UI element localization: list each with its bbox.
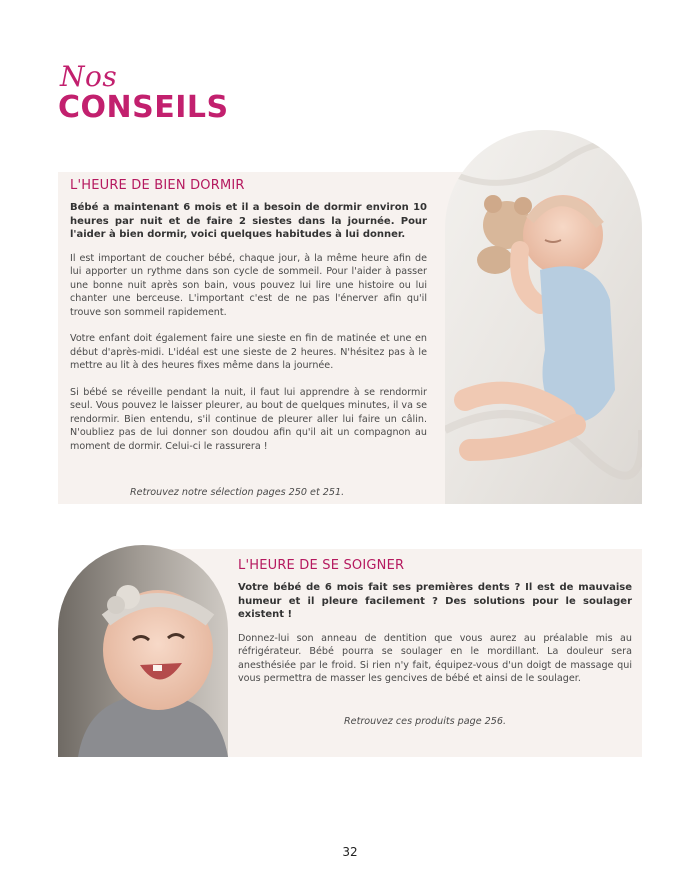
sleep-paragraph: Si bébé se réveille pendant la nuit, il faut lui apprendre à se rendormir seul. Vous pouvez le laisser pleurer, au bout de quelques minutes, il va se rendormir. Bien entendu, s'il continue de pleurer aller lui faire un câlin. N'oubliez pas de lui donner son doudou afin qu'il ait un compagnon au moment de dormir. Celui-ci le rassurera ! [70, 386, 427, 452]
sleeping-baby-photo [445, 130, 642, 504]
sleep-section-heading: L'HEURE DE BIEN DORMIR [70, 178, 245, 193]
sleep-paragraph: Il est important de coucher bébé, chaque jour, à la même heure afin de lui apporter un rythme dans son cycle de sommeil. Pour l'aider à passer une bonne nuit après son bain, vous pouvez lui lire une histoire ou lui chanter une berceuse. L'important c'est de ne pas l'énerver afin qu'il trouve son sommeil rapidement. [70, 252, 427, 318]
care-section [238, 558, 632, 699]
sleep-section-lead: Bébé a maintenant 6 mois et il a besoin de dormir environ 10 heures par nuit et de faire 2 siestes dans la journée. Pour l'aider à bien dormir, voici quelques habitudes à lui donner. [70, 202, 427, 240]
page-title: CONSEILS [58, 90, 229, 125]
care-paragraph: Donnez-lui son anneau de dentition que vous aurez au préalable mis au réfrigérateur. Bébé pourra se soulager en le mordillant. La douleur sera anesthésiée par le froid. Si rien n'y fait, équipez-vous d'un doigt de massage qui vous permettra de masser les gencives de bébé et ainsi de le soulager. [238, 632, 632, 684]
care-section-heading: L'HEURE DE SE SOIGNER [238, 558, 405, 573]
care-section-lead: Votre bébé de 6 mois fait ses premières dents ? Il est de mauvaise humeur et il pleure facilement ? Des solutions pour le soulager existent ! [238, 582, 632, 620]
care-catalog-reference: Retrouvez ces produits page 256. [344, 716, 507, 727]
section-title-script: Nos [60, 60, 118, 93]
sleep-catalog-reference: Retrouvez notre sélection pages 250 et 251. [130, 487, 345, 498]
page-number: 32 [342, 845, 358, 859]
sleep-paragraph: Votre enfant doit également faire une sieste en fin de matinée et une en début d'après-midi. L'idéal est une sieste de 2 heures. N'hésitez pas à le mettre au lit à des heures fixes même dans la journée. [70, 333, 427, 371]
sleep-section [70, 178, 427, 466]
smiling-baby-photo [58, 545, 228, 757]
